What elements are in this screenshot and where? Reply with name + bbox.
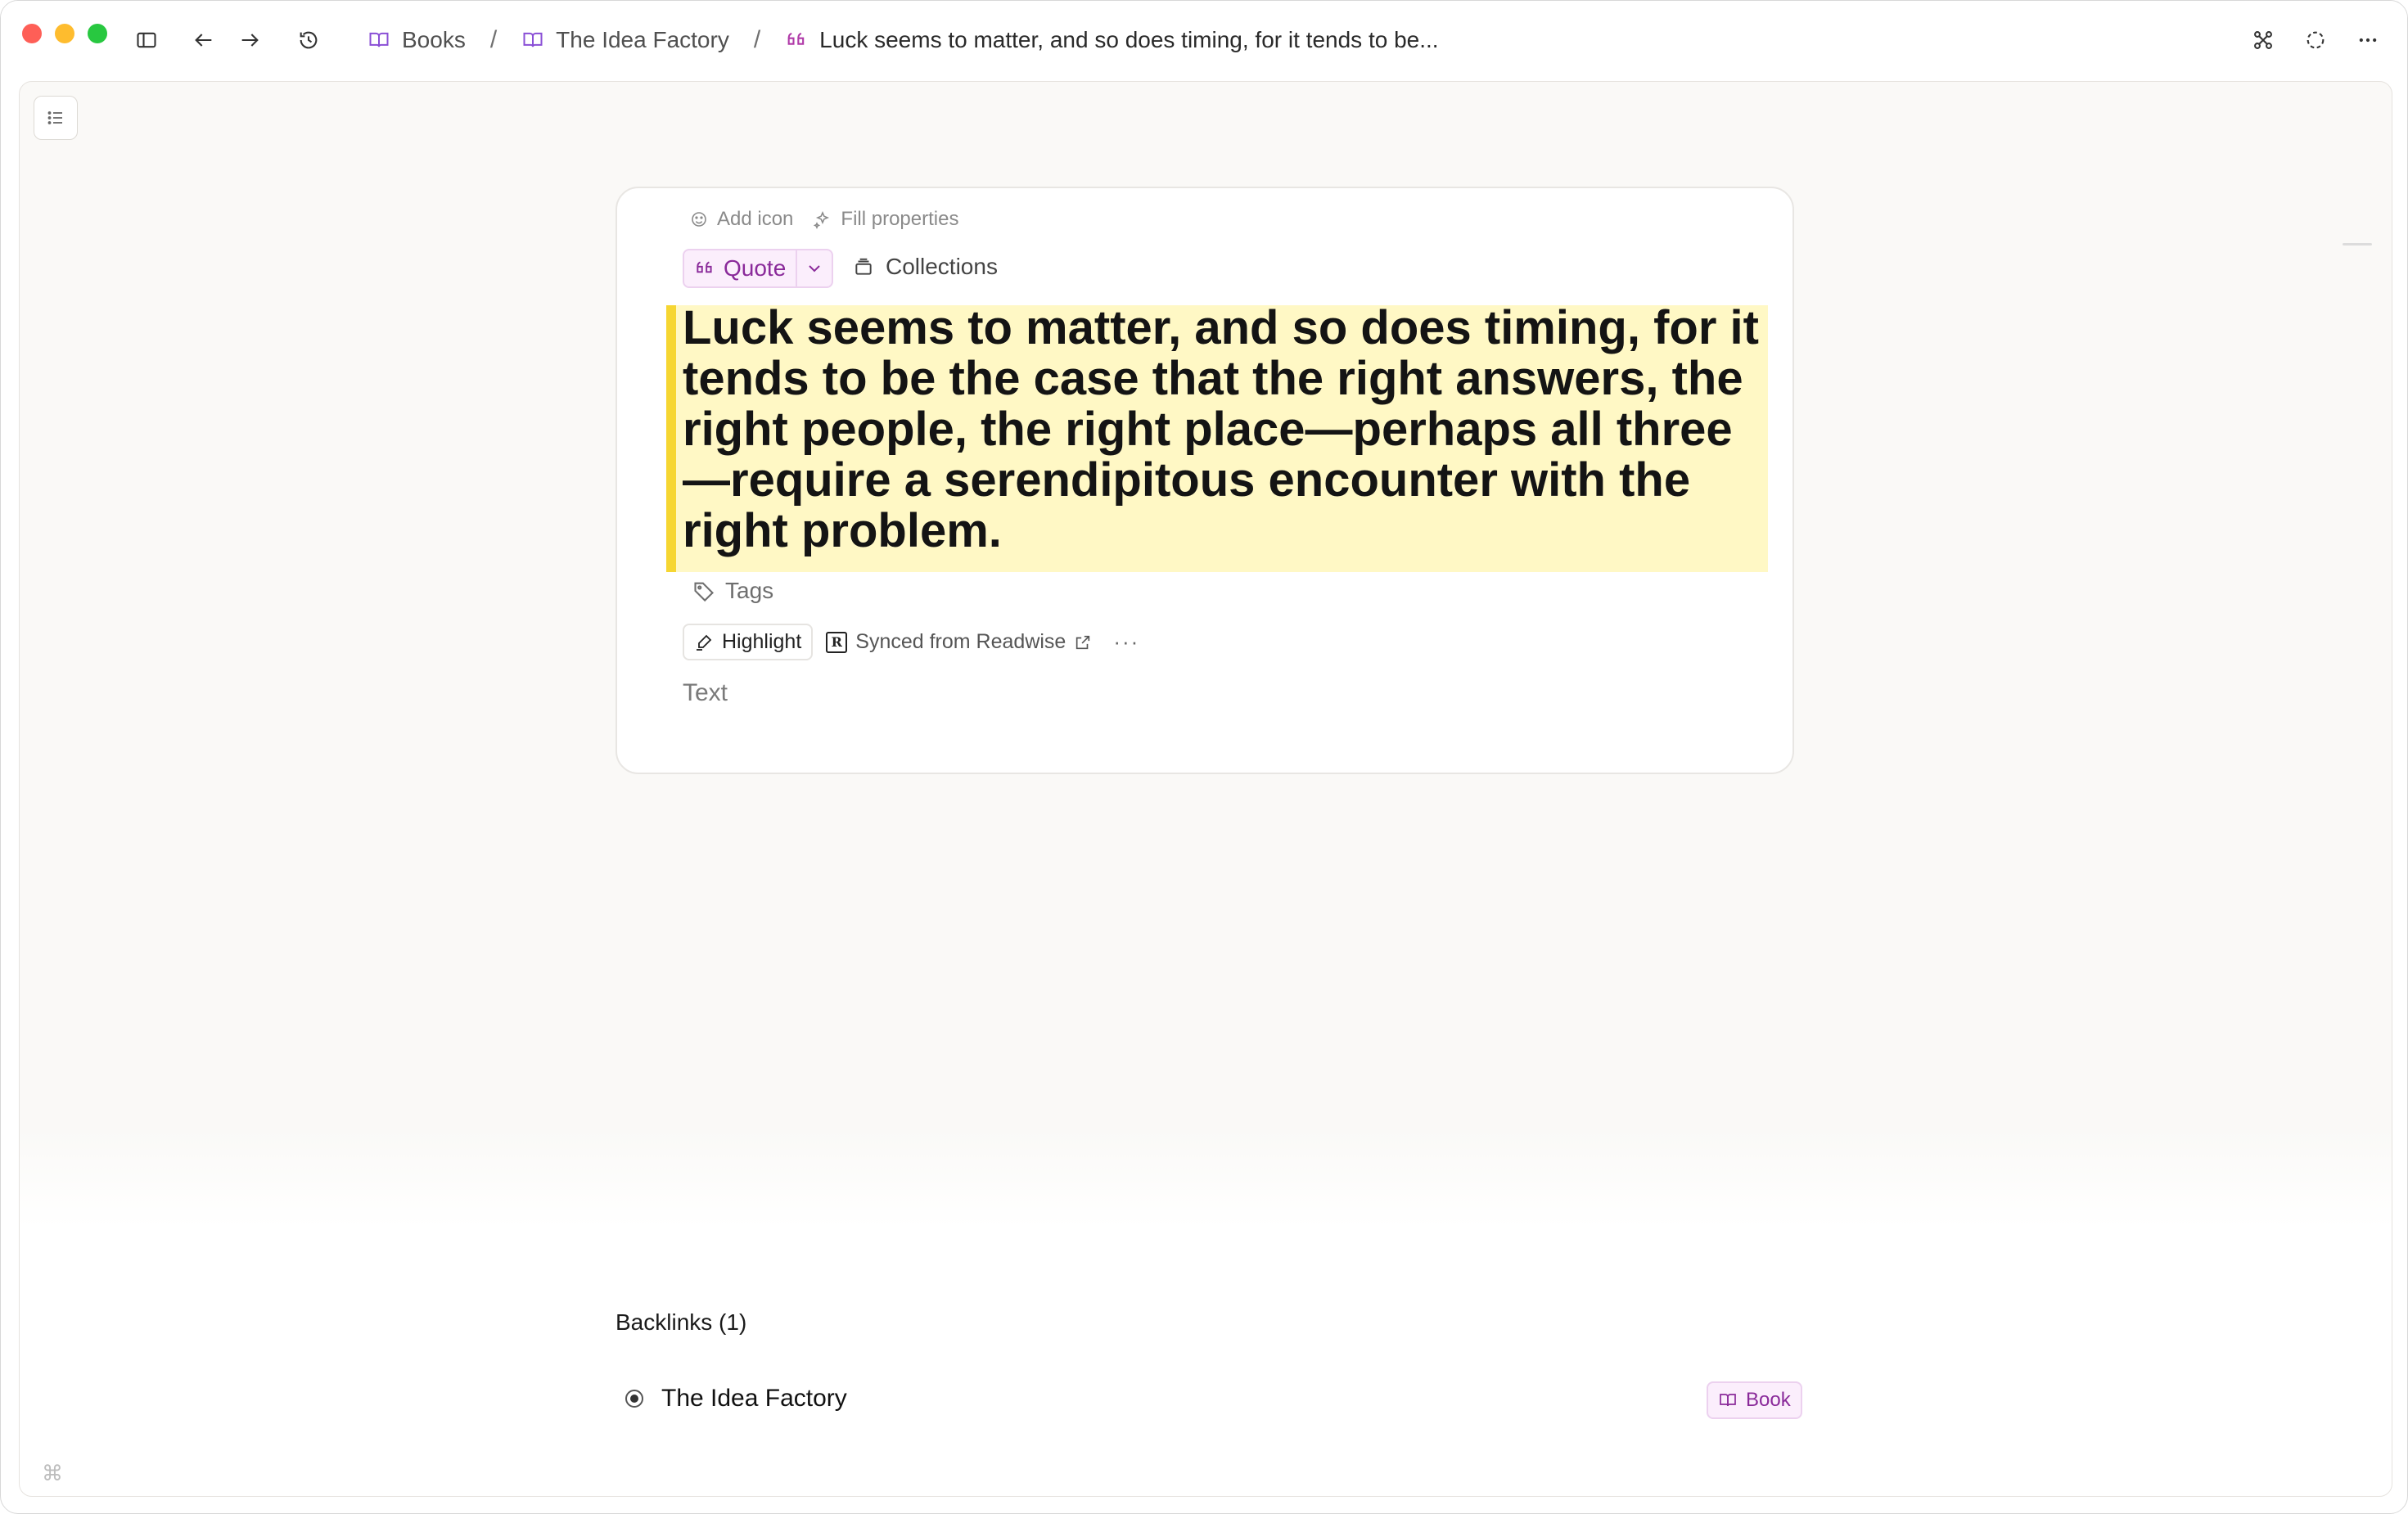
type-selector bbox=[683, 249, 833, 288]
breadcrumb-label: Books bbox=[402, 27, 466, 52]
backlink-item[interactable] bbox=[625, 1385, 847, 1413]
source-row bbox=[683, 624, 1139, 660]
breadcrumb-label: Luck seems to matter, and so does timing, for it tends to be... bbox=[819, 27, 1439, 52]
tags-label: Tags bbox=[725, 578, 774, 603]
quote-icon bbox=[694, 258, 715, 279]
quote-icon bbox=[785, 29, 808, 52]
text-body-field[interactable]: Text bbox=[683, 679, 728, 706]
readwise-link[interactable] bbox=[826, 630, 1092, 654]
quote-card bbox=[616, 187, 1794, 774]
chevron-down-icon bbox=[805, 259, 824, 278]
close-window-button[interactable] bbox=[22, 24, 42, 43]
add-icon-button[interactable] bbox=[689, 208, 793, 231]
node-bullet-icon bbox=[625, 1390, 643, 1408]
command-palette-icon[interactable]: ⌘ bbox=[42, 1460, 63, 1485]
collections-button[interactable] bbox=[853, 254, 998, 280]
book-badge-label: Book bbox=[1746, 1389, 1791, 1411]
tags-field[interactable] bbox=[692, 578, 773, 604]
content-panel bbox=[19, 81, 2392, 1497]
fill-properties-label: Fill properties bbox=[841, 208, 959, 230]
backlink-label[interactable]: The Idea Factory bbox=[661, 1385, 847, 1412]
breadcrumb-label: The Idea Factory bbox=[556, 27, 729, 52]
source-more-button[interactable]: ··· bbox=[1113, 629, 1140, 654]
readwise-logo-icon: R bbox=[826, 632, 847, 653]
command-icon[interactable] bbox=[2247, 24, 2279, 56]
breadcrumb-the-idea-factory[interactable] bbox=[521, 27, 729, 53]
backlinks-heading: Backlinks (1) bbox=[616, 1309, 747, 1335]
type-dropdown-button[interactable] bbox=[796, 250, 832, 286]
breadcrumb-separator: / bbox=[489, 26, 498, 53]
list-icon bbox=[46, 108, 65, 128]
scroll-indicator[interactable] bbox=[2343, 243, 2372, 246]
breadcrumb-separator: / bbox=[753, 26, 761, 53]
collections-label: Collections bbox=[886, 254, 998, 279]
smiley-icon bbox=[689, 210, 709, 229]
book-icon bbox=[368, 29, 390, 52]
outline-toggle-button[interactable] bbox=[34, 96, 78, 140]
quote-title[interactable]: Luck seems to matter, and so does timing, for it tends to be the case that the right answers, the right people, the right place—perhaps all three —require a serendipitous encounter with the right problem. bbox=[683, 301, 1759, 557]
breadcrumb-books[interactable] bbox=[368, 27, 466, 53]
breadcrumb-current-quote[interactable] bbox=[785, 27, 1438, 53]
card-meta-actions bbox=[689, 208, 958, 231]
type-quote-button[interactable] bbox=[684, 255, 796, 282]
external-link-icon bbox=[1074, 633, 1092, 651]
tag-icon bbox=[692, 579, 715, 602]
breadcrumb bbox=[368, 22, 1439, 58]
type-label: Quote bbox=[724, 255, 787, 281]
book-icon bbox=[521, 29, 544, 52]
book-icon bbox=[1718, 1390, 1738, 1410]
zoom-window-button[interactable] bbox=[88, 24, 107, 43]
add-icon-label: Add icon bbox=[717, 208, 794, 230]
fill-properties-button[interactable] bbox=[813, 208, 958, 231]
minimize-window-button[interactable] bbox=[55, 24, 74, 43]
more-options-icon[interactable] bbox=[2352, 24, 2384, 56]
back-arrow-icon[interactable] bbox=[187, 24, 220, 56]
synced-label: Synced from Readwise bbox=[855, 630, 1066, 653]
sparkle-icon bbox=[813, 210, 832, 229]
highlighter-icon bbox=[694, 633, 714, 652]
collections-icon bbox=[853, 256, 874, 277]
book-type-badge[interactable] bbox=[1707, 1381, 1802, 1419]
sidebar-toggle-icon[interactable] bbox=[130, 24, 163, 56]
highlight-badge[interactable] bbox=[683, 624, 813, 660]
sync-status-icon[interactable] bbox=[2299, 24, 2332, 56]
history-icon[interactable] bbox=[292, 24, 325, 56]
highlight-label: Highlight bbox=[722, 630, 802, 653]
title-bar bbox=[1, 1, 2407, 81]
forward-arrow-icon[interactable] bbox=[233, 24, 266, 56]
